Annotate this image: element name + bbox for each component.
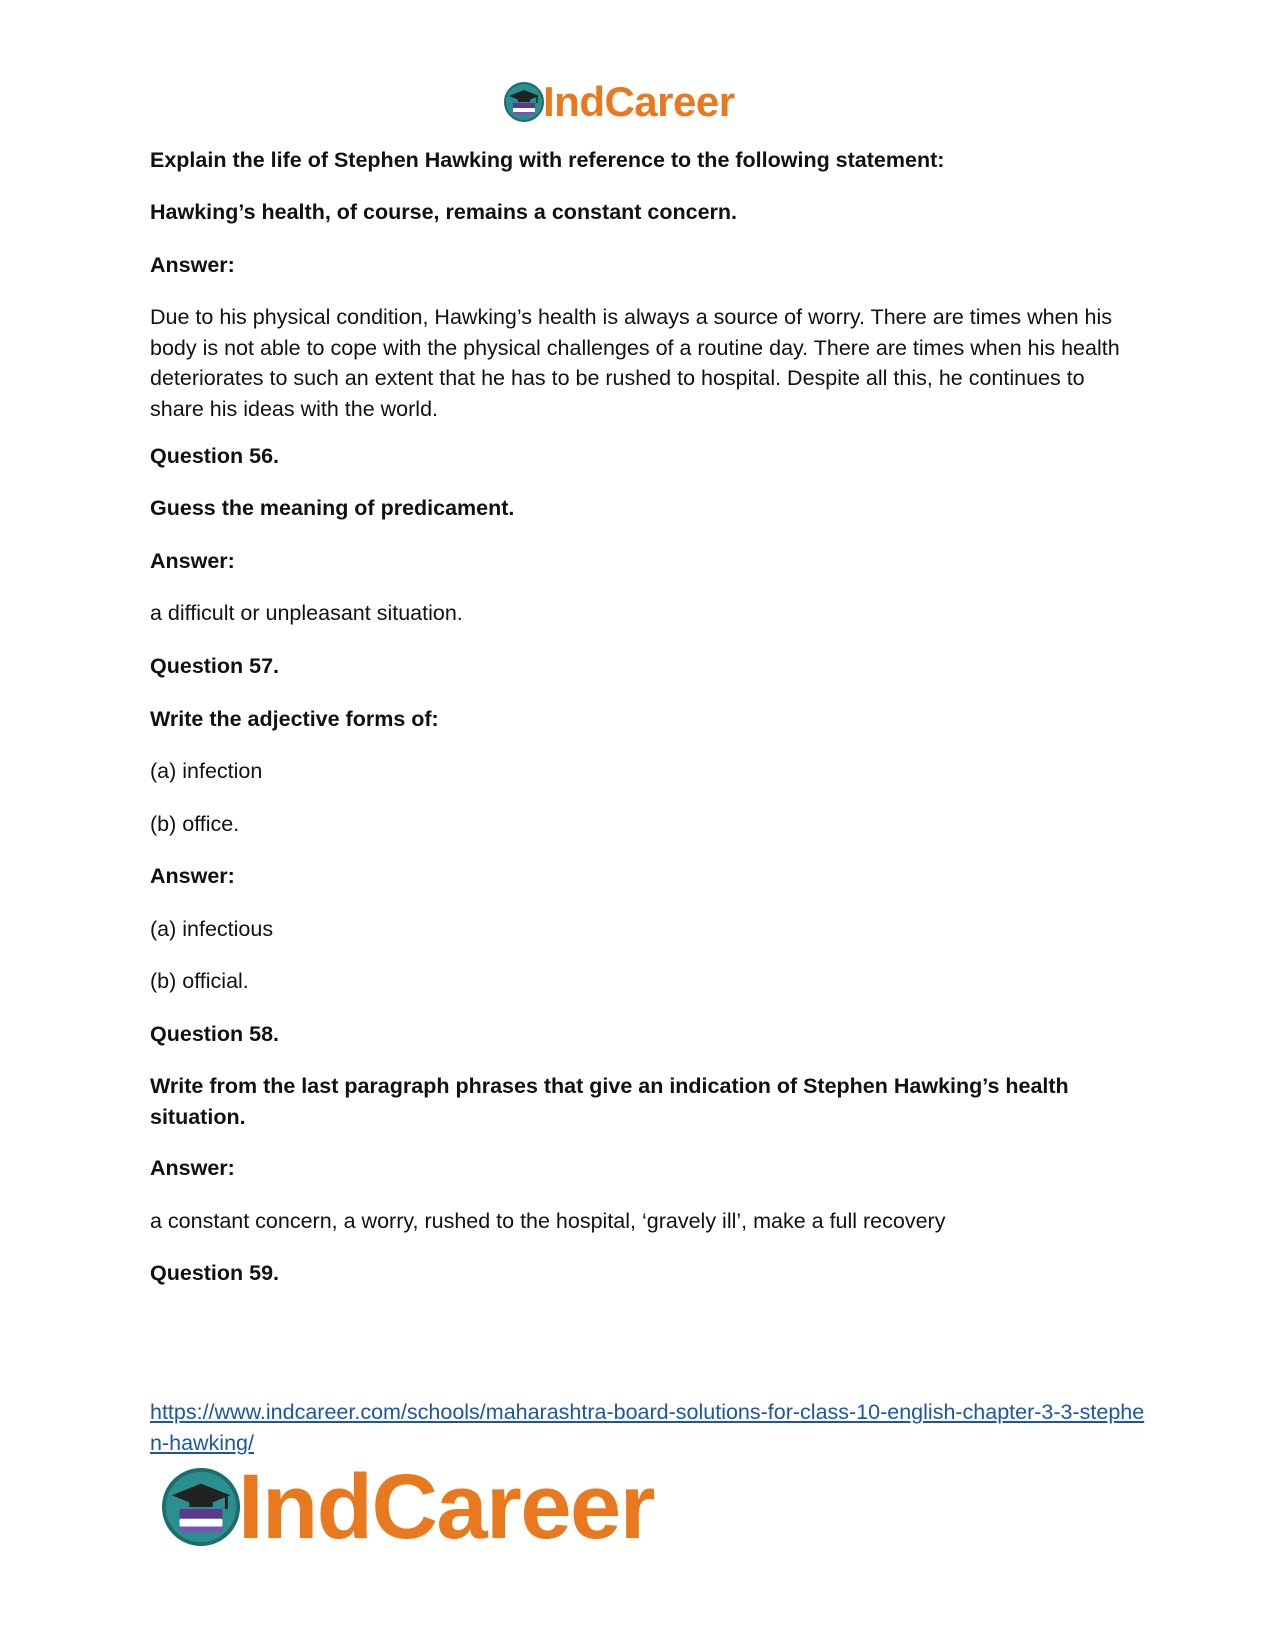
list-item: (b) office. (150, 812, 240, 836)
answer-text: a difficult or unpleasant situation. (150, 601, 463, 625)
answer-label: Answer: (150, 549, 235, 573)
question-text: Write the adjective forms of: (150, 707, 439, 731)
logo-wordmark: IndCareer (238, 1456, 654, 1558)
source-url-link[interactable]: https://www.indcareer.com/schools/maharashtra-board-solutions-for-class-10-english-chapter-3-3-stephen-hawking/ (150, 1400, 1145, 1455)
answer-paragraph: Due to his physical condition, Hawking’s health is always a source of worry. There are times when his body is not able to cope with the physical challenges of a routine day. There are times when his health deteriorates to such an extent that he has to be rushed to hospital. Despite all this, he continues to share his ideas with the world. (150, 305, 1120, 421)
question-number: Question 56. (150, 444, 280, 468)
question-number: Question 58. (150, 1022, 280, 1046)
answer-label: Answer: (150, 253, 235, 277)
question-number: Question 59. (150, 1261, 280, 1285)
question-statement: Hawking’s health, of course, remains a constant concern. (150, 200, 738, 224)
graduation-cap-book-icon (503, 81, 545, 123)
list-item: (a) infectious (150, 917, 274, 941)
answer-text: a constant concern, a worry, rushed to the hospital, ‘gravely ill’, make a full recovery (150, 1209, 946, 1233)
question-text: Guess the meaning of predicament. (150, 496, 515, 520)
list-item: (a) infection (150, 759, 263, 783)
graduation-cap-book-icon (160, 1466, 242, 1548)
answer-label: Answer: (150, 864, 235, 888)
logo-wordmark: IndCareer (543, 78, 735, 125)
indcareer-logo-top (503, 78, 735, 126)
answer-label: Answer: (150, 1156, 235, 1180)
list-item: (b) official. (150, 969, 249, 993)
question-number: Question 57. (150, 654, 280, 678)
question-prompt: Explain the life of Stephen Hawking with reference to the following statement: (150, 148, 945, 172)
indcareer-logo-bottom (160, 1456, 654, 1558)
question-text: Write from the last paragraph phrases that give an indication of Stephen Hawking’s health situation. (150, 1074, 1069, 1129)
